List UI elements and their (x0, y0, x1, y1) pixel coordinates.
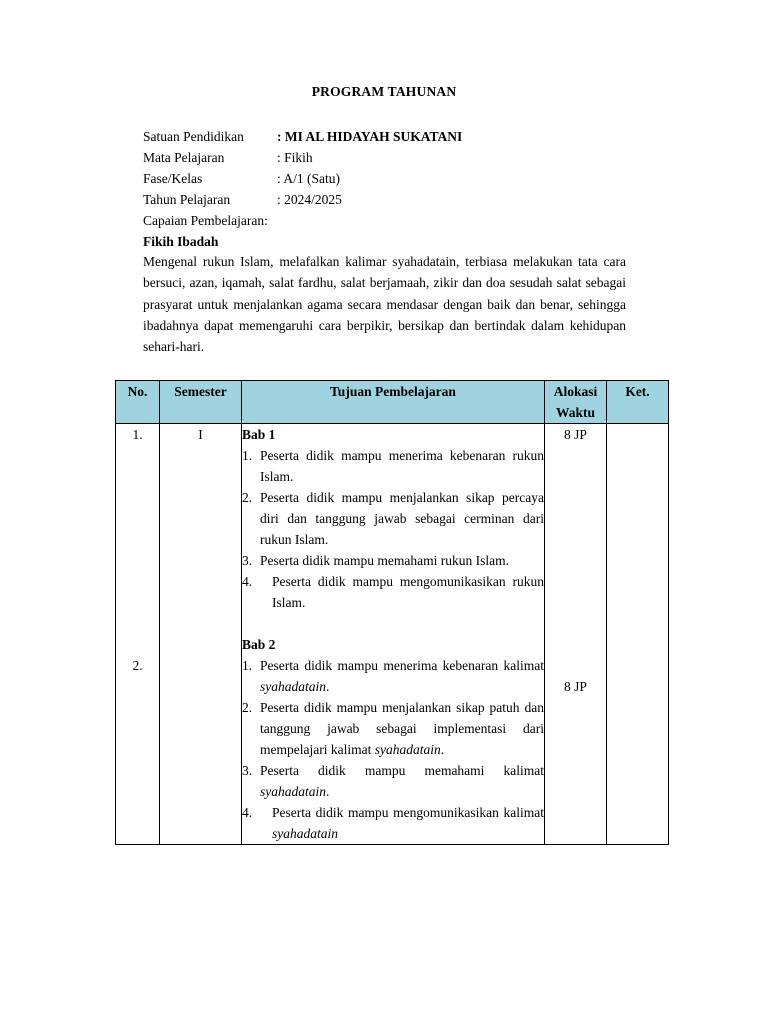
item-italic-term: syahadatain (260, 679, 326, 694)
info-block (143, 126, 462, 210)
item-number: 1. (242, 448, 253, 463)
list-item (242, 445, 544, 487)
item-text (260, 445, 544, 487)
info-value: : A/1 (Satu) (277, 171, 340, 186)
list-item (242, 760, 544, 802)
info-row-fase (143, 168, 462, 189)
cell-no (116, 424, 160, 845)
item-text-content: Peserta didik mampu mengomunikasikan rukun Islam. (272, 574, 544, 610)
item-number: 1. (242, 658, 253, 673)
section-gap (242, 613, 544, 634)
item-number: 2. (242, 700, 253, 715)
list-item (242, 655, 544, 697)
item-number: 4. (242, 805, 253, 820)
info-label: Mata Pelajaran (143, 150, 225, 165)
item-italic-term: syahadatain (272, 826, 338, 841)
item-text-content: Peserta didik mampu menjalankan sikap patuh dan tanggung jawab sebagai implementasi dari mempelajari kalimat (260, 700, 544, 757)
section-title: Fikih Ibadah (143, 234, 219, 249)
header-tujuan: Tujuan Pembelajaran (242, 381, 545, 424)
item-number: 3. (242, 763, 253, 778)
info-label: Fase/Kelas (143, 171, 203, 186)
list-item (242, 697, 544, 760)
item-italic-term: syahadatain (260, 784, 326, 799)
info-value: : MI AL HIDAYAH SUKATANI (277, 129, 463, 144)
header-no: No. (116, 381, 160, 424)
cell-alokasi (545, 424, 607, 845)
cell-ket (607, 424, 669, 845)
info-value: : 2024/2025 (277, 192, 342, 207)
row-number: 1. (132, 427, 143, 442)
document-title: PROGRAM TAHUNAN (311, 84, 457, 99)
bab-title: Bab 1 (242, 427, 276, 442)
item-text-content: Peserta didik mampu menerima kebenaran kalimat (260, 658, 544, 673)
item-text-end: . (326, 679, 330, 694)
header-alokasi-line2: Waktu (555, 405, 596, 420)
cell-semester (160, 424, 242, 845)
item-text (272, 571, 544, 613)
item-text-end: . (440, 742, 445, 757)
table-row (116, 424, 669, 845)
item-text (260, 550, 544, 571)
item-text (260, 487, 544, 550)
table-header-row (116, 381, 669, 424)
item-italic-term: syahadatain (374, 742, 441, 757)
program-table (115, 380, 669, 845)
header-ket: Ket. (607, 381, 669, 424)
item-text (260, 697, 544, 760)
item-text-content: Peserta didik mampu mengomunikasikan kalimat (272, 805, 544, 820)
header-semester: Semester (160, 381, 242, 424)
list-item (242, 802, 544, 844)
header-alokasi (545, 381, 607, 424)
semester-value: I (198, 427, 203, 442)
item-number: 3. (242, 553, 253, 568)
header-alokasi-line1: Alokasi (553, 384, 598, 399)
alokasi-value: 8 JP (564, 679, 587, 694)
list-item (242, 487, 544, 550)
capaian-label: Capaian Pembelajaran: (143, 213, 268, 228)
info-row-satuan (143, 126, 462, 147)
cell-spacer (116, 445, 159, 655)
cell-tujuan (242, 424, 545, 845)
cell-spacer (545, 445, 606, 676)
item-text-content: Peserta didik mampu memahami kalimat (260, 763, 544, 778)
list-item (242, 550, 544, 571)
list-item (242, 571, 544, 613)
info-value: : Fikih (277, 150, 313, 165)
info-row-mapel (143, 147, 462, 168)
info-label: Tahun Pelajaran (143, 192, 231, 207)
info-label: Satuan Pendidikan (143, 129, 244, 144)
item-text (260, 760, 544, 802)
alokasi-value: 8 JP (564, 427, 587, 442)
item-text-content: Peserta didik mampu menerima kebenaran rukun Islam. (260, 448, 544, 484)
item-number: 4. (242, 574, 253, 589)
item-text-end: . (326, 784, 330, 799)
info-row-tahun (143, 189, 462, 210)
item-text (260, 655, 544, 697)
description-paragraph: Mengenal rukun Islam, melafalkan kalimar syahadatain, terbiasa melakukan tata cara bersuci, azan, iqamah, salat fardhu, salat berjamaah, zikir dan doa sesudah salat sebagai prasyarat untuk menjalankan agama secara mendasar dengan baik dan benar, sehingga ibadahnya dapat memengaruhi cara berpikir, bersikap dan bertindak dalam kehidupan sehari-hari. (143, 254, 626, 355)
item-text-content: Peserta didik mampu menjalankan sikap percaya diri dan tanggung jawab sebagai cerminan dari rukun Islam. (260, 490, 544, 547)
item-text (272, 802, 544, 844)
item-number: 2. (242, 490, 253, 505)
row-number: 2. (132, 658, 143, 673)
bab-title: Bab 2 (242, 637, 276, 652)
item-text-content: Peserta didik mampu memahami rukun Islam. (260, 553, 509, 568)
